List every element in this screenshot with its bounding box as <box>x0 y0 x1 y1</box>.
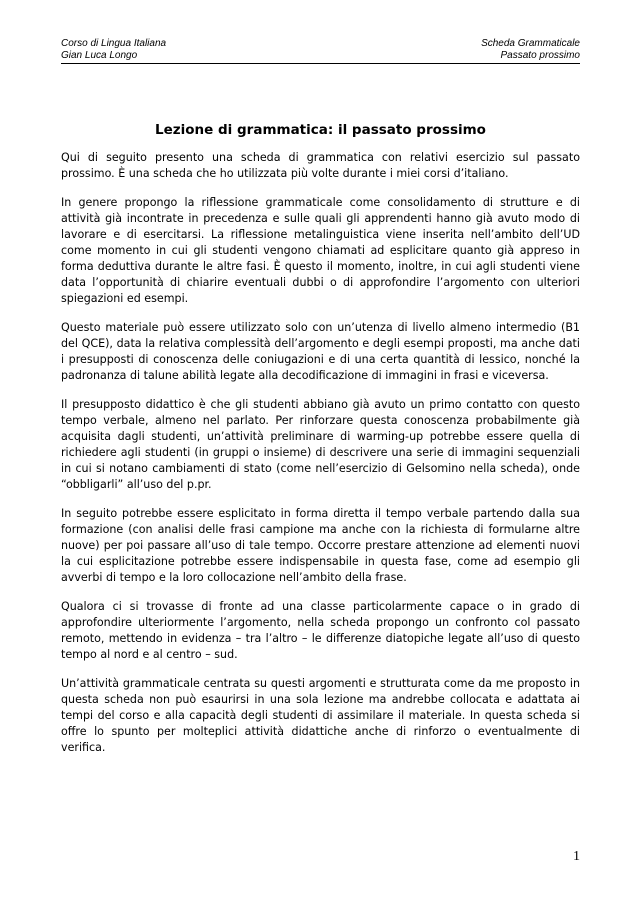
document-body <box>61 150 580 769</box>
paragraph: Un’attività grammaticale centrata su questi argomenti e strutturata come da me proposto in questa scheda non può esaurirsi in una sola lezione ma andrebbe collocata e adattata ai tempi del corso e alla capacità degli studenti di assimilare il materiale. In questa scheda si offre lo spunto per molteplici attività didattiche anche di rinforzo o eventualmente di verifica. <box>61 677 580 754</box>
paragraph: Qui di seguito presento una scheda di grammatica con relativi esercizio sul passato prossimo. È una scheda che ho utilizzata più volte durante i miei corsi d’italiano. <box>61 151 580 180</box>
paragraph: In genere propongo la riflessione grammaticale come consolidamento di strutture e di attività già incontrate in precedenza e sulle quali gli apprendenti hanno già avuto modo di lavorare e di esercitarsi. La riflessione metalinguistica viene inserita nell’ambito dell’UD come momento in cui gli studenti vengono chiamati ad esplicitare quanto già appreso in forma deduttiva durante le altre fasi. È questo il momento, inoltre, in cui agli studenti viene data l’opportunità di chiarire eventuali dubbi o di approfondire l’argomento con ulteriori spiegazioni ed esempi. <box>61 196 580 305</box>
page-header <box>61 38 580 64</box>
document-type: Scheda Grammaticale <box>481 38 580 49</box>
paragraph: Questo materiale può essere utilizzato solo con un’utenza di livello almeno intermedio (B1 del QCE), data la relativa complessità dell’argomento e degli esempi proposti, ma anche dati i presupposti di conoscenza delle coniugazioni e di una certa quantità di lessico, nonché la padronanza di talune abilità legate alla decodificazione di immagini in frasi e viceversa. <box>61 321 580 382</box>
author-name: Gian Luca Longo <box>61 50 138 61</box>
paragraph: In seguito potrebbe essere esplicitato in forma diretta il tempo verbale partendo dalla sua formazione (con analisi delle frasi campione ma anche con la richiesta di formularne altre nuove) per poi passare all’uso di tale tempo. Occorre prestare attenzione ad elementi nuovi la cui esplicitazione potrebbe essere indispensabile in questa fase, come ad esempio gli avverbi di tempo e la loro collocazione nell’ambito della frase. <box>61 507 580 584</box>
header-right <box>481 38 580 62</box>
paragraph: Qualora ci si trovasse di fronte ad una classe particolarmente capace o in grado di approfondire ulteriormente l’argomento, nella scheda propongo un confronto col passato remoto, mettendo in evidenza – tra l’altro – le differenze diatopiche legate all’uso di questo tempo al nord e al centro – sud. <box>61 600 580 661</box>
course-name: Corso di Lingua Italiana <box>61 38 167 49</box>
paragraph: Il presupposto didattico è che gli studenti abbiano già avuto un primo contatto con questo tempo verbale, almeno nel parlato. Per rinforzare questa conoscenza probabilmente già acquisita dagli studenti, un’attività preliminare di warming-up potrebbe essere quella di richiedere agli studenti (in gruppi o insieme) di descrivere una serie di immagini sequenziali in cui si notano cambiamenti di stato (come nell’esercizio di Gelsomino nella scheda), onde “obbligarli” all’uso del p.pr. <box>61 398 580 491</box>
document-topic: Passato prossimo <box>500 50 580 61</box>
page-number: 1 <box>573 849 580 864</box>
header-left <box>61 38 166 62</box>
page-title: Lezione di grammatica: il passato prossimo <box>155 122 486 138</box>
